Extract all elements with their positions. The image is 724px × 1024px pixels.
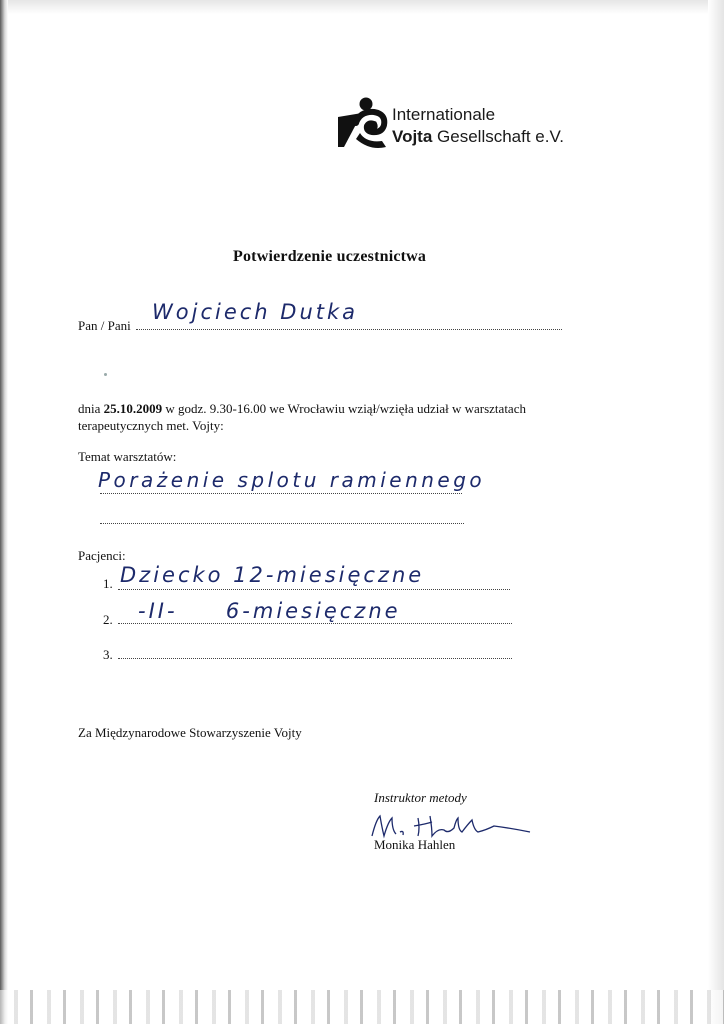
statement-line-1 bbox=[78, 401, 526, 417]
topic-handwritten: Porażenie splotu ramiennego bbox=[98, 468, 486, 492]
scan-left-edge bbox=[0, 0, 8, 1024]
workshop-date: 25.10.2009 bbox=[103, 401, 163, 416]
statement-line-2: terapeutycznych met. Vojty: bbox=[78, 418, 224, 433]
patient-1-number: 1. bbox=[103, 576, 113, 591]
patient-1-handwritten: Dziecko 12-miesięczne bbox=[120, 563, 425, 587]
patients-label: Pacjenci: bbox=[78, 548, 126, 563]
patient-2-dotted-line bbox=[118, 623, 512, 624]
patient-2-number: 2. bbox=[103, 612, 113, 627]
patient-2-handwritten: -II- 6-miesięczne bbox=[138, 599, 401, 623]
name-label: Pan / Pani bbox=[78, 318, 131, 333]
organization-line: Za Międzynarodowe Stowarzyszenie Vojty bbox=[78, 725, 302, 740]
logo-gesellschaft: Gesellschaft e.V. bbox=[432, 127, 564, 146]
statement-pre: dnia bbox=[78, 401, 104, 416]
scan-bottom-edge bbox=[0, 990, 724, 1024]
name-dotted-line bbox=[136, 329, 562, 330]
logo-line-2 bbox=[392, 127, 564, 147]
patient-1-dotted-line bbox=[118, 589, 510, 590]
instructor-role: Instruktor metody bbox=[374, 790, 467, 805]
document-title: Potwierdzenie uczestnictwa bbox=[233, 248, 427, 265]
vojta-logo-icon bbox=[336, 95, 390, 153]
vojta-logo bbox=[336, 95, 576, 155]
statement-post: w godz. 9.30-16.00 we Wrocławiu wziął/wzięła udział w warsztatach bbox=[162, 401, 526, 416]
scan-speck bbox=[104, 373, 107, 376]
scan-top-edge bbox=[0, 0, 724, 14]
patient-3-number: 3. bbox=[103, 647, 113, 662]
instructor-name: Monika Hahlen bbox=[374, 837, 456, 852]
patient-3-dotted-line bbox=[118, 658, 512, 659]
topic-dotted-line-1 bbox=[100, 493, 462, 494]
name-handwritten: Wojciech Dutka bbox=[152, 300, 359, 324]
topic-label: Temat warsztatów: bbox=[78, 449, 177, 464]
topic-dotted-line-2 bbox=[100, 523, 464, 524]
scan-right-edge bbox=[708, 0, 724, 1024]
logo-line-1: Internationale bbox=[392, 105, 496, 124]
logo-vojta: Vojta bbox=[392, 127, 433, 146]
